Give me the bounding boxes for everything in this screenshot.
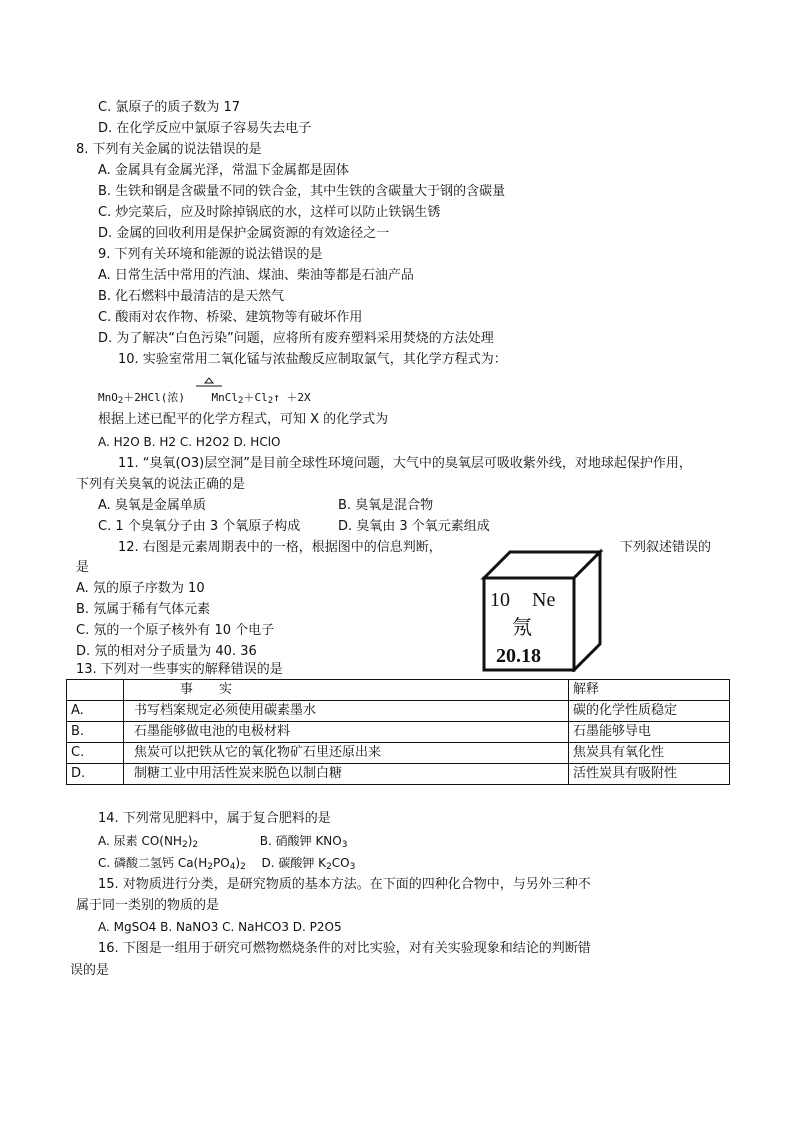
table-cell: 碳的化学性质稳定 [569, 701, 730, 722]
q14-option-b: B. 硝酸钾 KNO [259, 834, 342, 848]
q12-option-d: D. 氖的相对分子质量为 40. 36 [76, 644, 257, 659]
table-cell: 书写档案规定必须使用碳素墨水 [124, 701, 569, 722]
table-cell: D. [67, 764, 124, 785]
table-cell: 石墨能够做电池的电极材料 [124, 722, 569, 743]
q11-option-c: C. 1 个臭氧分子由 3 个氧原子构成 [98, 519, 301, 534]
table-cell: A. [67, 701, 124, 722]
table-header-row [67, 680, 730, 701]
q12-stem-line2: 是 [76, 560, 90, 575]
q12-stem-line1-end: 下列叙述错误的 [620, 540, 712, 555]
element-mass: 20.18 [496, 645, 541, 667]
eq-cl2: ＋Cl [243, 391, 268, 404]
q11-option-a: A. 臭氧是金属单质 [98, 498, 206, 513]
q13-stem: 13. 下列对一些事实的解释错误的是 [76, 662, 283, 677]
q11-option-d: D. 臭氧由 3 个氧元素组成 [338, 519, 490, 534]
q8-option-d: D. 金属的回收利用是保护金属资源的有效途径之一 [98, 226, 390, 241]
q11-option-b: B. 臭氧是混合物 [338, 498, 434, 513]
q9-option-d: D. 为了解决“白色污染”问题，应将所有废弃塑料采用焚烧的方法处理 [98, 331, 494, 346]
heating-condition-mark [196, 377, 222, 387]
table-header-cell: 解释 [569, 680, 730, 701]
table-cell: 石墨能够导电 [569, 722, 730, 743]
eq-2x: ↑ ＋2X [273, 391, 311, 404]
table-header-cell [67, 680, 124, 701]
q8-stem: 8. 下列有关金属的说法错误的是 [76, 142, 262, 157]
q12-option-a: A. 氖的原子序数为 10 [76, 581, 205, 596]
eq-mncl2: MnCl [211, 391, 239, 404]
q14-option-c: C. 磷酸二氢钙 Ca(H [98, 856, 208, 870]
q9-option-a: A. 日常生活中常用的汽油、煤油、柴油等都是石油产品 [98, 268, 414, 283]
element-name: 氖 [512, 615, 532, 639]
table-cell: 活性炭具有吸附性 [569, 764, 730, 785]
q15-options: A. MgSO4 B. NaNO3 C. NaHCO3 D. P2O5 [98, 920, 342, 934]
element-atomic-number: 10 [490, 589, 510, 611]
q13-table [66, 679, 730, 785]
q14-option-d: D. 碳酸钾 K [261, 856, 327, 870]
q14-option-a: A. 尿素 CO(NH [98, 834, 182, 848]
q11-stem-line2: 下列有关臭氧的说法正确的是 [76, 477, 246, 492]
q15-stem-line2: 属于同一类别的物质的是 [76, 898, 220, 913]
eq-mno2: MnO [98, 391, 118, 404]
table-cell: C. [67, 743, 124, 764]
q10-stem: 10. 实验室常用二氧化锰与浓盐酸反应制取氯气，其化学方程式为： [118, 352, 507, 367]
table-cell: 焦炭具有氧化性 [569, 743, 730, 764]
q8-option-c: C. 炒完菜后，应及时除掉锅底的水，这样可以防止铁锅生锈 [98, 205, 441, 220]
table-row [67, 764, 730, 785]
q16-stem-line2: 误的是 [70, 963, 110, 978]
q10-equation: MnO$_2$＋2HCl(浓) $MnCl_2+Cl_2↑ +2X$ [98, 391, 311, 406]
q12-stem-line1: 12. 右图是元素周期表中的一格，根据图中的信息判断， [118, 540, 442, 555]
q15-stem-line1: 15. 对物质进行分类，是研究物质的基本方法。在下面的四种化合物中，与另外三种不 [98, 877, 591, 892]
table-row [67, 701, 730, 722]
eq-hcl: ＋2HCl(浓) [123, 391, 186, 404]
q9-stem: 9. 下列有关环境和能源的说法错误的是 [98, 247, 323, 262]
q9-option-c: C. 酸雨对农作物、桥梁、建筑物等有破坏作用 [98, 310, 363, 325]
q12-option-c: C. 氖的一个原子核外有 10 个电子 [76, 623, 275, 638]
table-row [67, 743, 730, 764]
q12-option-b: B. 氖属于稀有气体元素 [76, 602, 211, 617]
q7-option-c: C. 氯原子的质子数为 17 [98, 100, 241, 115]
table-header-cell: 事 实 [124, 680, 569, 701]
q11-stem-line1: 11. “臭氧(O3)层空洞”是目前全球性环境问题，大气中的臭氧层可吸收紫外线，对地球起保护作用， [118, 456, 692, 471]
q16-stem-line1: 16. 下图是一组用于研究可燃物燃烧条件的对比实验，对有关实验现象和结论的判断错 [98, 941, 591, 956]
q14-stem: 14. 下列常见肥料中，属于复合肥料的是 [98, 811, 331, 826]
q9-option-b: B. 化石燃料中最清洁的是天然气 [98, 289, 285, 304]
table-cell: B. [67, 722, 124, 743]
element-symbol: Ne [532, 589, 556, 611]
q10-options: A. H2O B. H2 C. H2O2 D. HClO [98, 435, 281, 449]
table-cell: 制糖工业中用活性炭来脱色以制白糖 [124, 764, 569, 785]
q14-options-line1: A. 尿素 $CO(NH_2)_2$ B. 硝酸钾 $KNO_3$ [98, 834, 348, 850]
q8-option-a: A. 金属具有金属光泽，常温下金属都是固体 [98, 163, 349, 178]
q10-question: 根据上述已配平的化学方程式，可知 X 的化学式为 [98, 412, 389, 427]
q8-option-b: B. 生铁和钢是含碳量不同的铁合金，其中生铁的含碳量大于钢的含碳量 [98, 184, 506, 199]
table-row [67, 722, 730, 743]
table-cell: 焦炭可以把铁从它的氧化物矿石里还原出来 [124, 743, 569, 764]
q7-option-d: D. 在化学反应中氯原子容易失去电子 [98, 121, 312, 136]
q14-options-line2: C. 磷酸二氢钙 $Ca(H_2PO_4)_2$ D. 碳酸钾 $K_2CO_3$ [98, 856, 356, 872]
neon-periodic-table-cell [480, 548, 604, 672]
